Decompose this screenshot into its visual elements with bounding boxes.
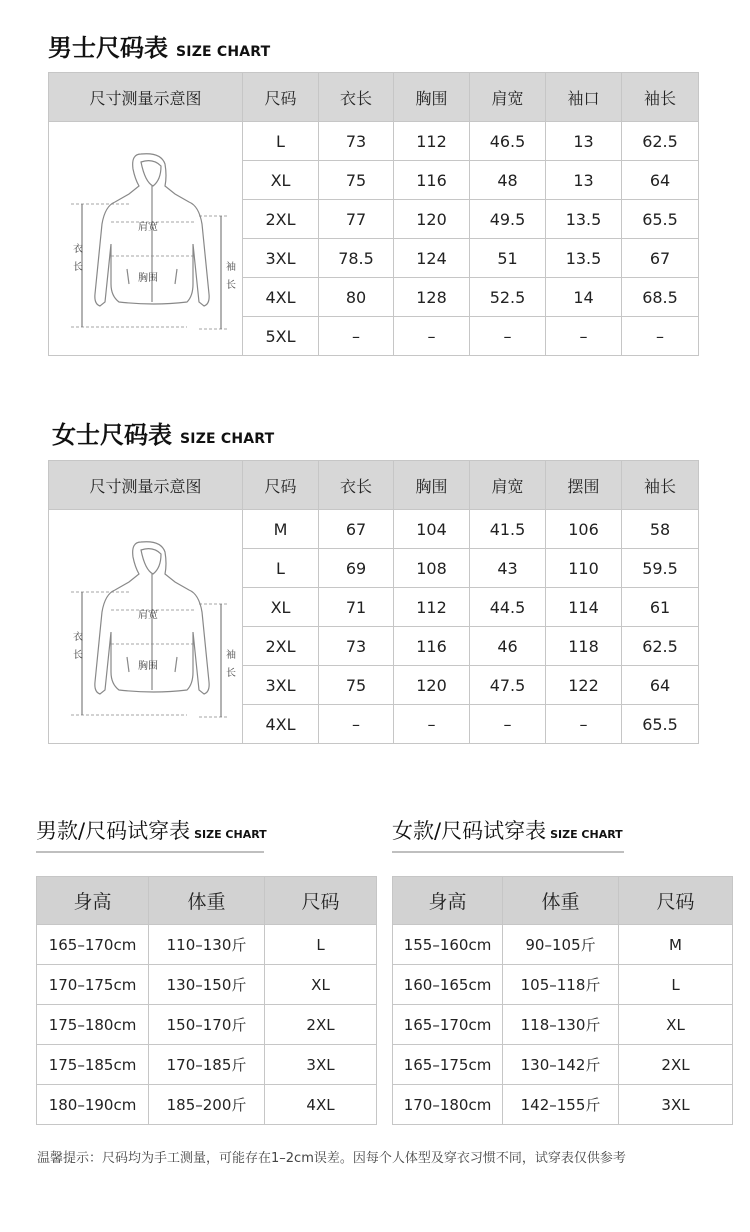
- women-size-table: [48, 460, 699, 744]
- table-row: [393, 1005, 733, 1045]
- diagram-sleeve-label-1: 袖: [226, 261, 236, 273]
- women-jacket-diagram: [49, 510, 243, 744]
- men-header-length: 衣长: [319, 73, 394, 122]
- diagram-shoulder-label: 肩宽: [138, 609, 158, 621]
- weight-cell: 150–170斤: [149, 1005, 265, 1045]
- hem-cell: 118: [546, 627, 622, 666]
- shoulder-cell: 47.5: [470, 666, 546, 705]
- women-try-table: [392, 876, 733, 1125]
- sleeve-cell: 64: [622, 161, 699, 200]
- sleeve-cell: 62.5: [622, 627, 699, 666]
- size-cell: 3XL: [619, 1085, 733, 1125]
- men-header-size: 尺码: [243, 73, 319, 122]
- sleeve-cell: 59.5: [622, 549, 699, 588]
- diagram-chest-label: 胸围: [138, 272, 158, 284]
- hem-cell: –: [546, 705, 622, 744]
- height-cell: 160–165cm: [393, 965, 503, 1005]
- men-try-header-height: 身高: [37, 877, 149, 925]
- height-cell: 165–170cm: [393, 1005, 503, 1045]
- chest-cell: 120: [394, 200, 470, 239]
- chest-cell: 124: [394, 239, 470, 278]
- height-cell: 165–175cm: [393, 1045, 503, 1085]
- men-size-header-row: [49, 73, 699, 122]
- chest-cell: –: [394, 317, 470, 356]
- cuff-cell: 13: [546, 161, 622, 200]
- men-chart-subtitle: SIZE CHART: [176, 44, 271, 60]
- length-cell: 69: [319, 549, 394, 588]
- cuff-cell: 14: [546, 278, 622, 317]
- length-cell: 78.5: [319, 239, 394, 278]
- hem-cell: 110: [546, 549, 622, 588]
- chest-cell: 120: [394, 666, 470, 705]
- women-try-header-height: 身高: [393, 877, 503, 925]
- men-header-chest: 胸围: [394, 73, 470, 122]
- sleeve-cell: 65.5: [622, 200, 699, 239]
- women-header-size: 尺码: [243, 461, 319, 510]
- men-try-header-size: 尺码: [265, 877, 377, 925]
- size-cell: M: [619, 925, 733, 965]
- men-chart-title-text: 男士尺码表: [48, 34, 168, 62]
- weight-cell: 170–185斤: [149, 1045, 265, 1085]
- women-header-chest: 胸围: [394, 461, 470, 510]
- size-cell: 2XL: [265, 1005, 377, 1045]
- table-row: [37, 1005, 377, 1045]
- size-cell: 4XL: [265, 1085, 377, 1125]
- chest-cell: 108: [394, 549, 470, 588]
- chest-cell: 112: [394, 588, 470, 627]
- sleeve-cell: 64: [622, 666, 699, 705]
- table-row: [393, 1045, 733, 1085]
- size-cell: 3XL: [265, 1045, 377, 1085]
- sleeve-cell: –: [622, 317, 699, 356]
- size-cell: XL: [619, 1005, 733, 1045]
- size-cell: 2XL: [243, 200, 319, 239]
- chest-cell: 128: [394, 278, 470, 317]
- men-try-header-weight: 体重: [149, 877, 265, 925]
- men-try-title: [36, 815, 267, 853]
- weight-cell: 130–150斤: [149, 965, 265, 1005]
- height-cell: 175–185cm: [37, 1045, 149, 1085]
- height-cell: 170–175cm: [37, 965, 149, 1005]
- diagram-sleeve-label-2: 长: [226, 279, 236, 291]
- women-header-length: 衣长: [319, 461, 394, 510]
- shoulder-cell: 51: [470, 239, 546, 278]
- table-row: [37, 1045, 377, 1085]
- size-cell: 2XL: [243, 627, 319, 666]
- weight-cell: 185–200斤: [149, 1085, 265, 1125]
- table-row: [37, 1085, 377, 1125]
- diagram-shoulder-label: 肩宽: [138, 221, 158, 233]
- diagram-length-label-2: 长: [73, 261, 83, 273]
- men-chart-title: [48, 28, 270, 63]
- size-cell: 5XL: [243, 317, 319, 356]
- chest-cell: 112: [394, 122, 470, 161]
- women-try-title: [392, 815, 624, 853]
- chest-cell: –: [394, 705, 470, 744]
- sleeve-cell: 62.5: [622, 122, 699, 161]
- length-cell: 71: [319, 588, 394, 627]
- table-row: [49, 122, 699, 161]
- men-header-diagram: 尺寸测量示意图: [49, 73, 243, 122]
- cuff-cell: 13.5: [546, 239, 622, 278]
- jacket-illustration: [49, 512, 243, 742]
- table-row: [49, 510, 699, 549]
- weight-cell: 105–118斤: [503, 965, 619, 1005]
- sleeve-cell: 68.5: [622, 278, 699, 317]
- women-try-subtitle: SIZE CHART: [550, 828, 623, 841]
- chest-cell: 116: [394, 161, 470, 200]
- hem-cell: 114: [546, 588, 622, 627]
- men-try-header-row: [37, 877, 377, 925]
- table-row: [37, 925, 377, 965]
- shoulder-cell: 48: [470, 161, 546, 200]
- shoulder-cell: 43: [470, 549, 546, 588]
- women-size-header-row: [49, 461, 699, 510]
- tip-note: 温馨提示：尺码均为手工测量，可能存在1–2cm误差。因每个人体型及穿衣习惯不同，试穿表仅供参考: [37, 1151, 626, 1166]
- size-cell: 4XL: [243, 705, 319, 744]
- weight-cell: 130–142斤: [503, 1045, 619, 1085]
- table-row: [393, 1085, 733, 1125]
- diagram-length-label-1: 衣: [73, 631, 83, 643]
- sleeve-cell: 58: [622, 510, 699, 549]
- weight-cell: 110–130斤: [149, 925, 265, 965]
- sleeve-cell: 65.5: [622, 705, 699, 744]
- women-header-shoulder: 肩宽: [470, 461, 546, 510]
- women-try-header-row: [393, 877, 733, 925]
- shoulder-cell: 46.5: [470, 122, 546, 161]
- size-cell: 3XL: [243, 666, 319, 705]
- length-cell: 73: [319, 122, 394, 161]
- table-row: [393, 925, 733, 965]
- height-cell: 175–180cm: [37, 1005, 149, 1045]
- size-cell: XL: [265, 965, 377, 1005]
- table-row: [393, 965, 733, 1005]
- weight-cell: 118–130斤: [503, 1005, 619, 1045]
- men-try-title-text: 男款/尺码试穿表: [36, 819, 191, 843]
- chest-cell: 116: [394, 627, 470, 666]
- men-header-sleeve: 袖长: [622, 73, 699, 122]
- women-chart-subtitle: SIZE CHART: [180, 431, 275, 447]
- length-cell: 73: [319, 627, 394, 666]
- length-cell: 80: [319, 278, 394, 317]
- table-row: [37, 965, 377, 1005]
- women-try-header-size: 尺码: [619, 877, 733, 925]
- size-cell: L: [619, 965, 733, 1005]
- shoulder-cell: –: [470, 705, 546, 744]
- size-cell: L: [243, 122, 319, 161]
- diagram-length-label-2: 长: [73, 649, 83, 661]
- size-cell: 2XL: [619, 1045, 733, 1085]
- women-header-hem: 摆围: [546, 461, 622, 510]
- height-cell: 155–160cm: [393, 925, 503, 965]
- length-cell: 77: [319, 200, 394, 239]
- sleeve-cell: 67: [622, 239, 699, 278]
- size-cell: L: [243, 549, 319, 588]
- women-chart-title-text: 女士尺码表: [52, 421, 172, 449]
- size-cell: 3XL: [243, 239, 319, 278]
- shoulder-cell: 44.5: [470, 588, 546, 627]
- length-cell: 75: [319, 666, 394, 705]
- cuff-cell: 13: [546, 122, 622, 161]
- height-cell: 170–180cm: [393, 1085, 503, 1125]
- women-header-diagram: 尺寸测量示意图: [49, 461, 243, 510]
- length-cell: –: [319, 705, 394, 744]
- men-header-shoulder: 肩宽: [470, 73, 546, 122]
- shoulder-cell: 41.5: [470, 510, 546, 549]
- size-cell: 4XL: [243, 278, 319, 317]
- men-header-cuff: 袖口: [546, 73, 622, 122]
- weight-cell: 142–155斤: [503, 1085, 619, 1125]
- length-cell: 75: [319, 161, 394, 200]
- hem-cell: 122: [546, 666, 622, 705]
- chest-cell: 104: [394, 510, 470, 549]
- men-size-table: [48, 72, 699, 356]
- shoulder-cell: –: [470, 317, 546, 356]
- men-jacket-diagram: [49, 122, 243, 356]
- cuff-cell: –: [546, 317, 622, 356]
- cuff-cell: 13.5: [546, 200, 622, 239]
- men-try-table: [36, 876, 377, 1125]
- height-cell: 180–190cm: [37, 1085, 149, 1125]
- size-cell: M: [243, 510, 319, 549]
- diagram-sleeve-label-2: 长: [226, 667, 236, 679]
- women-chart-title: [52, 415, 274, 450]
- height-cell: 165–170cm: [37, 925, 149, 965]
- weight-cell: 90–105斤: [503, 925, 619, 965]
- diagram-length-label-1: 衣: [73, 243, 83, 255]
- diagram-chest-label: 胸围: [138, 660, 158, 672]
- sleeve-cell: 61: [622, 588, 699, 627]
- hem-cell: 106: [546, 510, 622, 549]
- length-cell: –: [319, 317, 394, 356]
- men-try-subtitle: SIZE CHART: [194, 828, 267, 841]
- shoulder-cell: 52.5: [470, 278, 546, 317]
- diagram-sleeve-label-1: 袖: [226, 649, 236, 661]
- size-cell: XL: [243, 161, 319, 200]
- shoulder-cell: 46: [470, 627, 546, 666]
- women-try-header-weight: 体重: [503, 877, 619, 925]
- jacket-illustration: [49, 124, 243, 354]
- length-cell: 67: [319, 510, 394, 549]
- shoulder-cell: 49.5: [470, 200, 546, 239]
- women-header-sleeve: 袖长: [622, 461, 699, 510]
- size-cell: L: [265, 925, 377, 965]
- women-try-title-text: 女款/尺码试穿表: [392, 819, 547, 843]
- size-cell: XL: [243, 588, 319, 627]
